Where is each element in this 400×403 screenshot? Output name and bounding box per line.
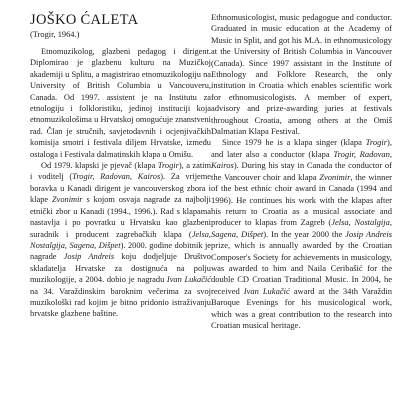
two-column-layout: [30, 12, 392, 331]
italic-text: Zvonimir: [319, 171, 351, 182]
croatian-column: [30, 12, 211, 331]
english-column: [211, 12, 392, 331]
italic-text: Trogir: [157, 161, 179, 171]
italic-text: Ivan Lukačić: [243, 285, 290, 296]
italic-text: Trogir, Radovan, Kairos: [211, 148, 392, 171]
person-name-heading: JOŠKO ĆALETA: [30, 12, 139, 28]
italic-text: Josip Andreis: [345, 228, 392, 239]
croatian-paragraph-1: Etnomuzikolog, glazbeni pedagog i dirigent. Diplomirao je glazbenu kulturu na Muzičkoj akademiji u Splitu, a magistrirao etnomuzikologiju na University of British Columbia u Vancouveru, Canada. Od 1997. assistent je na Institutu za etnologiju i folkloristiku, jedinoj instituciji koja etnomuzikološima u Hrvatskoj omogućuje znanstveni rad. Član je stručnih, savjetodavnih i ocjenjivačkih komisija smotri i festivala diljem Hrvatske, između ostaloga i Festivala dalmatinskih klapa u Omišu.: [30, 47, 211, 159]
italic-text: Jelsa, Nostalgija, Sagena, Dišpet: [211, 217, 392, 239]
italic-text: Trogir, Radovan, Kairos: [72, 172, 161, 182]
birthplace-year: (Trogir, 1964.): [30, 30, 80, 39]
english-paragraph-2: Since 1979 he is a klapa singer (klapa Trogir), and later also a conductor (klapa Trogir, Radovan, Kairos). During his stay in Canada the conductor of the Vancouver choir and klapa Zvonimir, the winner of the best ethnic choir award in Canada (1994 and 1996). He continues his work with the klapas after his return to Croatia as a musical associate and producer to klapas from Zagreb (Jelsa, Nostalgija, Sagena, Dišpet). In the year 2000 the Josip Andreis prize, which is annually awarded by the Croatian Composer's Society for achievements in musicology, was awarded to him and Naila Ceribašić for the double CD Croatian Traditional Music. In 2004, he received Ivan Lukačić award at the 34th Varaždin Baroque Evenings for his musicological work, which was a great contribution to the research into Croatian musical heritage.: [211, 137, 392, 330]
english-paragraph-1: Ethnomusicologist, music pedagogue and conductor. Graduated in music education at the Academy of Music in Split, and got his M.A. in ethnomusicology at the University of British Columbia in Vancouver (Canada). Since 1997 assistant in the Institute of Ethnology and Folklore Research, the only institution in Croatia which enables scientific work for ethnomusicologists. A member of expert, advisory and prize-awarding juries at festivals throughout Croatia, among others at the Omiš Dalmatian Klapa Festival.: [211, 12, 392, 137]
italic-text: Trogir: [365, 137, 388, 148]
italic-text: Josip Andreis: [63, 252, 115, 262]
italic-text: Jelsa, Nostalgija, Sagena, Dišpet: [30, 229, 211, 250]
croatian-paragraph-2: Od 1979. klapski je pjevač (klapa Trogir), a zatim i voditelj (Trogir, Radovan, Kairos). Za vrijeme boravka u Kanadi dirigent je vancouverskog zbora i klape Zvonimir s kojom osvaja nagrade za najbolji etnički zbor u Kanadi (1994., 1996.). Rad s klapama nastavlja i po povratku u Hrvatsku kao glazbeni suradnik i producent zagrebačkih klapa (Jelsa, Nostalgija, Sagena, Dišpet). 2000. godine dobitnik je nagrade Josip Andreis koju dodjeljuje Društvo skladatelja Hrvatske za dostignuća na polju muzikologije, a 2004. dobio je nagradu Ivan Lukačić na 34. Varaždinskim baroknim večerima za svoj muzikološki rad kojim je bitno pridonio istraživanju hrvatske glazbene baštine.: [30, 161, 211, 319]
italic-text: Zvonimir: [51, 195, 83, 205]
italic-text: Ivan Lukačić: [166, 275, 211, 285]
